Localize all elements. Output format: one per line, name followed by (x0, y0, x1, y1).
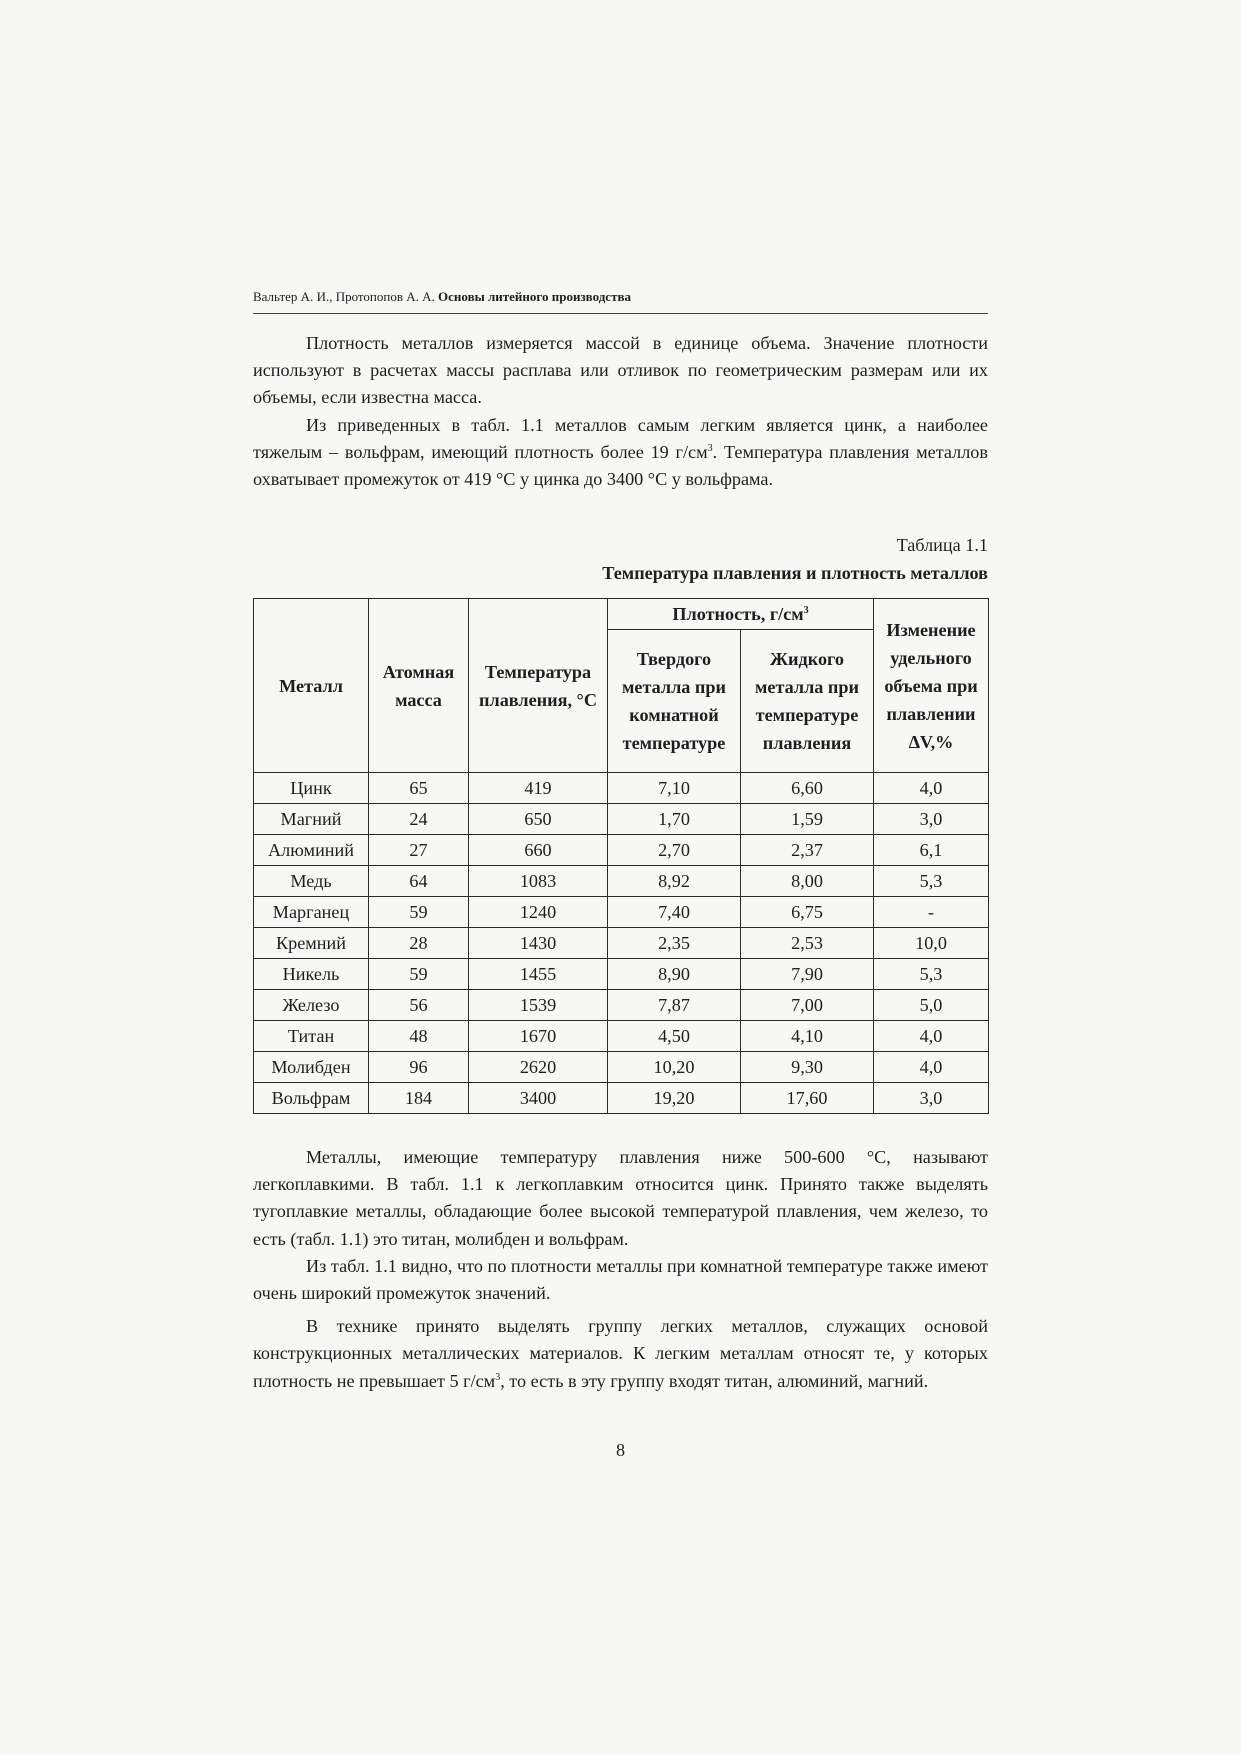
conclusion-text (253, 1144, 988, 1395)
intro-paragraph-2 (253, 412, 988, 494)
table-row (254, 1083, 989, 1114)
intro-p2-text-end: . Температура плавления металлов охватывает промежуток от 419 °С у цинка до 3400 °С у вольфрама. (253, 441, 988, 490)
cell-dv: 4,0 (874, 1052, 989, 1083)
body-paragraph-2: Из табл. 1.1 видно, что по плотности металлы при комнатной температуре также имеют очень широкий промежуток значений. (253, 1255, 988, 1304)
cell-metal: Железо (254, 990, 369, 1021)
cell-metal: Вольфрам (254, 1083, 369, 1114)
cell-solid: 7,10 (608, 773, 741, 804)
cell-temp: 650 (469, 804, 608, 835)
cell-liquid: 8,00 (741, 866, 874, 897)
cell-temp: 1539 (469, 990, 608, 1021)
cell-mass: 27 (369, 835, 469, 866)
header-book-title: Основы литейного производства (438, 289, 631, 304)
body-p3-text-end: , то есть в эту группу входят титан, алюминий, магний. (500, 1370, 929, 1391)
cell-liquid: 6,60 (741, 773, 874, 804)
cell-dv: 5,3 (874, 959, 989, 990)
superscript: 3 (495, 1371, 501, 1383)
document-page (253, 0, 988, 1755)
cell-dv: 10,0 (874, 928, 989, 959)
cell-metal: Медь (254, 866, 369, 897)
table-row (254, 1052, 989, 1083)
cell-temp: 419 (469, 773, 608, 804)
cell-mass: 96 (369, 1052, 469, 1083)
cell-mass: 56 (369, 990, 469, 1021)
header-atomic-mass: Атомная масса (369, 599, 469, 773)
table-body (254, 773, 989, 1114)
cell-metal: Молибден (254, 1052, 369, 1083)
cell-solid: 1,70 (608, 804, 741, 835)
cell-mass: 64 (369, 866, 469, 897)
cell-solid: 2,35 (608, 928, 741, 959)
cell-temp: 660 (469, 835, 608, 866)
header-melting-temp: Температура плавления, °С (469, 599, 608, 773)
header-volume-change: Изменение удельного объема при плавлении ∆V,% (874, 599, 989, 773)
cell-temp: 1670 (469, 1021, 608, 1052)
cell-liquid: 2,53 (741, 928, 874, 959)
cell-liquid: 7,00 (741, 990, 874, 1021)
cell-dv: 3,0 (874, 1083, 989, 1114)
body-paragraph-3 (253, 1313, 988, 1395)
page-number: 8 (615, 1440, 626, 1460)
cell-temp: 3400 (469, 1083, 608, 1114)
cell-liquid: 6,75 (741, 897, 874, 928)
header-density (608, 599, 874, 630)
cell-solid: 4,50 (608, 1021, 741, 1052)
running-header (253, 289, 988, 314)
cell-mass: 59 (369, 959, 469, 990)
cell-liquid: 7,90 (741, 959, 874, 990)
superscript: 3 (803, 604, 809, 616)
cell-dv: 4,0 (874, 1021, 989, 1052)
cell-temp: 1240 (469, 897, 608, 928)
cell-mass: 48 (369, 1021, 469, 1052)
header-authors: Вальтер А. И., Протопопов А. А. (253, 289, 435, 304)
table-row (254, 990, 989, 1021)
table-row (254, 897, 989, 928)
cell-dv: 3,0 (874, 804, 989, 835)
cell-dv: 5,3 (874, 866, 989, 897)
cell-metal: Магний (254, 804, 369, 835)
cell-solid: 8,90 (608, 959, 741, 990)
intro-p2-text: Из приведенных в табл. 1.1 металлов самым легким является цинк, а наиболее тяжелым – вольфрам, имеющий плотность более 19 г/см (253, 414, 988, 462)
cell-solid: 7,87 (608, 990, 741, 1021)
header-density-label: Плотность, г/см (672, 604, 804, 624)
table-title: Температура плавления и плотность металлов (602, 563, 988, 583)
cell-liquid: 4,10 (741, 1021, 874, 1052)
cell-mass: 59 (369, 897, 469, 928)
cell-solid: 19,20 (608, 1083, 741, 1114)
intro-paragraph-1: Плотность металлов измеряется массой в единице объема. Значение плотности используют в расчетах массы расплава или отливок по геометрическим размерам или их объемы, если известна масса. (253, 333, 988, 408)
cell-solid: 8,92 (608, 866, 741, 897)
table-row (254, 866, 989, 897)
cell-metal: Марганец (254, 897, 369, 928)
cell-temp: 2620 (469, 1052, 608, 1083)
cell-temp: 1430 (469, 928, 608, 959)
body-paragraph-1: Металлы, имеющие температуру плавления ниже 500-600 °С, называют легкоплавкими. В табл. 1.1 к легкоплавким относится цинк. Принято также выделять тугоплавкие металлы, обладающие более высокой температурой плавления, чем железо, то есть (табл. 1.1) это титан, молибден и вольфрам. (253, 1147, 988, 1249)
cell-metal: Никель (254, 959, 369, 990)
cell-dv: 6,1 (874, 835, 989, 866)
header-liquid-density: Жидкого металла при температуре плавления (741, 630, 874, 773)
cell-liquid: 1,59 (741, 804, 874, 835)
table-row (254, 928, 989, 959)
intro-text (253, 330, 988, 493)
table-row (254, 773, 989, 804)
table-row (254, 835, 989, 866)
cell-dv: 4,0 (874, 773, 989, 804)
cell-dv: 5,0 (874, 990, 989, 1021)
cell-solid: 2,70 (608, 835, 741, 866)
table-label: Таблица 1.1 (896, 535, 988, 555)
cell-metal: Кремний (254, 928, 369, 959)
cell-solid: 10,20 (608, 1052, 741, 1083)
cell-mass: 24 (369, 804, 469, 835)
cell-metal: Алюминий (254, 835, 369, 866)
cell-metal: Титан (254, 1021, 369, 1052)
cell-liquid: 17,60 (741, 1083, 874, 1114)
superscript: 3 (707, 442, 713, 454)
cell-temp: 1083 (469, 866, 608, 897)
cell-dv: - (874, 897, 989, 928)
cell-solid: 7,40 (608, 897, 741, 928)
header-metal: Металл (254, 599, 369, 773)
metals-table (253, 598, 989, 1114)
header-solid-density: Твердого металла при комнатной температуре (608, 630, 741, 773)
cell-temp: 1455 (469, 959, 608, 990)
cell-metal: Цинк (254, 773, 369, 804)
cell-mass: 184 (369, 1083, 469, 1114)
cell-liquid: 2,37 (741, 835, 874, 866)
table-row (254, 804, 989, 835)
cell-mass: 28 (369, 928, 469, 959)
cell-mass: 65 (369, 773, 469, 804)
table-row (254, 959, 989, 990)
cell-liquid: 9,30 (741, 1052, 874, 1083)
body-p3-text: В технике принято выделять группу легких металлов, служащих основой конструкционных металлических материалов. К легким металлам относят те, у которых плотность не превышает 5 г/см (253, 1316, 988, 1391)
table-row (254, 1021, 989, 1052)
